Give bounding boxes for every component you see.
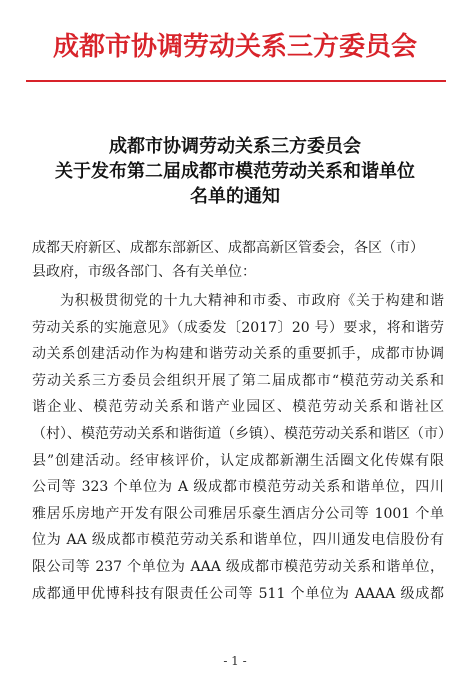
body-line: 位为 AA 级成都市模范劳动关系和谐单位，四川通发电信股份有 bbox=[32, 532, 444, 549]
body-line: 成都通甲优博科技有限责任公司等 511 个单位为 AAAA 级成都 bbox=[32, 585, 444, 602]
letterhead-red-rule bbox=[26, 80, 446, 82]
title-line: 成都市协调劳动关系三方委员会 bbox=[109, 136, 361, 157]
body-line: 劳动关系的实施意见》（成委发〔2017〕20 号）要求，将和谐劳 bbox=[32, 319, 444, 336]
title-line: 名单的通知 bbox=[190, 186, 280, 207]
body-line: 公司等 323 个单位为 A 级成都市模范劳动关系和谐单位，四川 bbox=[32, 479, 444, 496]
recipient-block bbox=[32, 236, 442, 284]
body-line: 谐企业、模范劳动关系和谐产业园区、模范劳动关系和谐社区 bbox=[32, 399, 444, 416]
title-line: 关于发布第二届成都市模范劳动关系和谐单位 bbox=[55, 161, 415, 182]
body-line: 动关系创建活动作为构建和谐劳动关系的重要抓手，成都市协调 bbox=[32, 346, 444, 363]
body-line: 为积极贯彻党的十九大精神和市委、市政府《关于构建和谐 bbox=[60, 293, 444, 309]
body-line: 雅居乐房地产开发有限公司雅居乐豪生酒店分公司等 1001 个单 bbox=[32, 505, 444, 522]
letterhead-org-name: 成都市协调劳动关系三方委员会 bbox=[52, 32, 417, 62]
body-line: （村）、模范劳动关系和谐街道（乡镇）、模范劳动关系和谐区（市） bbox=[32, 425, 452, 442]
page-number: - 1 - bbox=[223, 654, 247, 668]
body-text bbox=[32, 288, 452, 607]
body-line: 限公司等 237 个单位为 AAA 级成都市模范劳动关系和谐单位， bbox=[32, 558, 444, 575]
body-line: 县”创建活动。经审核评价，认定成都新潮生活圈文化传媒有限 bbox=[32, 452, 444, 469]
body-line: 劳动关系三方委员会组织开展了第二届成都市“模范劳动关系和 bbox=[32, 372, 444, 389]
recipient-line: 县政府，市级各部门、各有关单位： bbox=[32, 264, 256, 280]
document-title bbox=[30, 134, 440, 209]
recipient-line: 成都天府新区、成都东部新区、成都高新区管委会，各区（市） bbox=[32, 240, 424, 256]
